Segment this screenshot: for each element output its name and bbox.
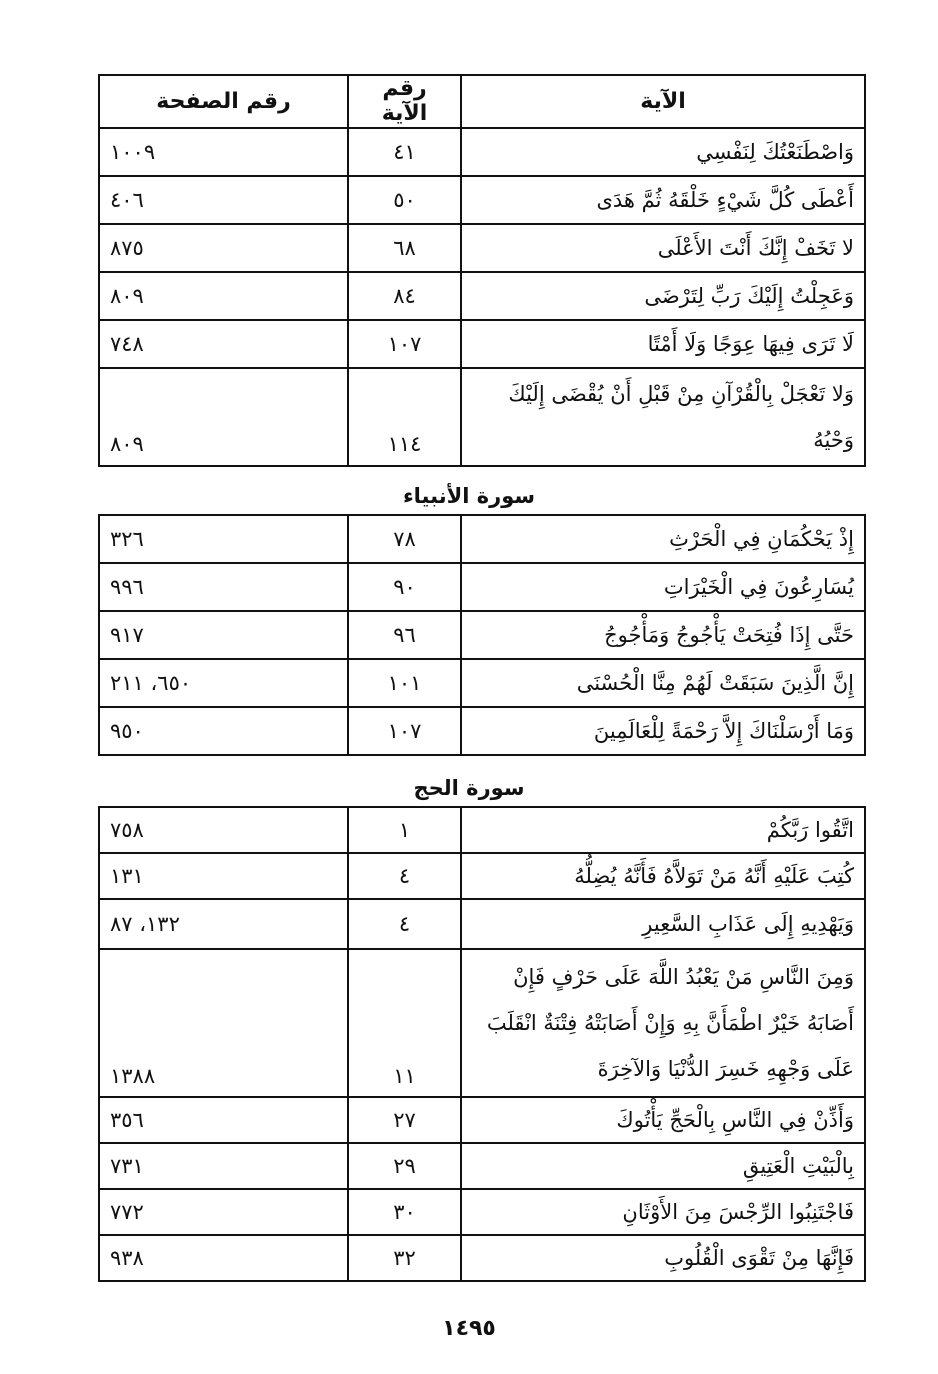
ayah-text: حَتَّى إِذَا فُتِحَتْ يَأْجُوجُ وَمَأْجُوجُ — [461, 611, 865, 659]
ayah-number: ٤ — [348, 899, 461, 949]
ayah-number: ١ — [348, 807, 461, 853]
table-row — [99, 128, 865, 176]
table-row — [99, 224, 865, 272]
page-number: ٧٧٢ — [99, 1189, 348, 1235]
ayah-text: وَعَجِلْتُ إِلَيْكَ رَبِّ لِتَرْضَى — [461, 272, 865, 320]
page-number: ٩٣٨ — [99, 1235, 348, 1281]
page-number: ٩٥٠ — [99, 707, 348, 755]
ayah-number: ٩٦ — [348, 611, 461, 659]
page-number: ١٠٠٩ — [99, 128, 348, 176]
ayah-text: إِنَّ الَّذِينَ سَبَقَتْ لَهُمْ مِنَّا الْحُسْنَى — [461, 659, 865, 707]
index-table-2 — [98, 514, 866, 756]
table-row — [99, 563, 865, 611]
page-number: ٩٩٦ — [99, 563, 348, 611]
table-row — [99, 368, 865, 466]
table-row — [99, 1189, 865, 1235]
ayah-number: ٧٨ — [348, 515, 461, 563]
ayah-number: ١٠٧ — [348, 707, 461, 755]
page-number: ٧٥٨ — [99, 807, 348, 853]
ayah-text: وَمِنَ النَّاسِ مَنْ يَعْبُدُ اللَّهَ عَلَى حَرْفٍ فَإِنْ أَصَابَهُ خَيْرٌ اطْمَأَنَّ بِهِ وَإِنْ أَصَابَتْهُ فِتْنَةٌ انْقَلَبَ عَلَى وَجْهِهِ خَسِرَ الدُّنْيَا وَالآخِرَةَ — [461, 949, 865, 1097]
table-row — [99, 272, 865, 320]
page-number: ٩١٧ — [99, 611, 348, 659]
ayah-text: وَيَهْدِيهِ إِلَى عَذَابِ السَّعِيرِ — [461, 899, 865, 949]
ayah-number: ١٠٧ — [348, 320, 461, 368]
ayah-text: اتَّقُوا رَبَّكُمْ — [461, 807, 865, 853]
ayah-text: وَأَذِّنْ فِي النَّاسِ بِالْحَجِّ يَأْتُوكَ — [461, 1097, 865, 1143]
ayah-number: ٥٠ — [348, 176, 461, 224]
ayah-text: لَا تَرَى فِيهَا عِوَجًا وَلَا أَمْتًا — [461, 320, 865, 368]
ayah-number: ١١ — [348, 949, 461, 1097]
page-number: ٨٠٩ — [99, 272, 348, 320]
ayah-number: ٩٠ — [348, 563, 461, 611]
ayah-number: ٣٠ — [348, 1189, 461, 1235]
ayah-text: لا تَخَفْ إِنَّكَ أَنْتَ الأَعْلَى — [461, 224, 865, 272]
ayah-number: ٣٢ — [348, 1235, 461, 1281]
table-row — [99, 949, 865, 1097]
header-page-number: رقم الصفحة — [99, 75, 348, 128]
header-ayah: الآية — [461, 75, 865, 128]
ayah-text: يُسَارِعُونَ فِي الْخَيْرَاتِ — [461, 563, 865, 611]
header-ayah-number: رقم الآية — [348, 75, 461, 128]
ayah-number: ٦٨ — [348, 224, 461, 272]
ayah-text: كُتِبَ عَلَيْهِ أَنَّهُ مَنْ تَوَلاَّهُ فَأَنَّهُ يُضِلُّهُ — [461, 853, 865, 899]
table-header-row — [99, 75, 865, 128]
table-row — [99, 853, 865, 899]
ayah-number: ١٠١ — [348, 659, 461, 707]
table-row — [99, 176, 865, 224]
ayah-text: وَلا تَعْجَلْ بِالْقُرْآنِ مِنْ قَبْلِ أَنْ يُقْضَى إِلَيْكَ وَحْيُهُ — [461, 368, 865, 466]
table-row — [99, 807, 865, 853]
page-number: ٦٥٠، ٢١١ — [99, 659, 348, 707]
ayah-number: ٢٧ — [348, 1097, 461, 1143]
page-number: ٤٠٦ — [99, 176, 348, 224]
page-number-footer: ١٤٩٥ — [442, 1316, 496, 1341]
index-table-3 — [98, 806, 866, 1282]
table-row — [99, 899, 865, 949]
surah-heading-anbiya: سورة الأنبياء — [402, 484, 536, 508]
table-row — [99, 1143, 865, 1189]
table-row — [99, 1097, 865, 1143]
table-row — [99, 515, 865, 563]
table-row — [99, 659, 865, 707]
table-row — [99, 320, 865, 368]
ayah-number: ٨٤ — [348, 272, 461, 320]
page-number: ١٣٢، ٨٧ — [99, 899, 348, 949]
ayah-text: وَاصْطَنَعْتُكَ لِنَفْسِي — [461, 128, 865, 176]
ayah-text: فَاجْتَنِبُوا الرِّجْسَ مِنَ الأَوْثَانِ — [461, 1189, 865, 1235]
ayah-text: إِذْ يَحْكُمَانِ فِي الْحَرْثِ — [461, 515, 865, 563]
page-number: ٣٢٦ — [99, 515, 348, 563]
ayah-number: ٤١ — [348, 128, 461, 176]
ayah-number: ٤ — [348, 853, 461, 899]
table-row — [99, 611, 865, 659]
ayah-text: أَعْطَى كُلَّ شَيْءٍ خَلْقَهُ ثُمَّ هَدَى — [461, 176, 865, 224]
page-number: ١٣٨٨ — [99, 949, 348, 1097]
ayah-text: بِالْبَيْتِ الْعَتِيقِ — [461, 1143, 865, 1189]
ayah-text: فَإِنَّهَا مِنْ تَقْوَى الْقُلُوبِ — [461, 1235, 865, 1281]
table-row — [99, 1235, 865, 1281]
surah-heading-hajj: سورة الحج — [413, 776, 525, 800]
page-number: ٣٥٦ — [99, 1097, 348, 1143]
ayah-text: وَمَا أَرْسَلْنَاكَ إِلاَّ رَحْمَةً لِلْعَالَمِينَ — [461, 707, 865, 755]
ayah-number: ١١٤ — [348, 368, 461, 466]
index-table-1 — [98, 74, 866, 467]
page-number: ٨٠٩ — [99, 368, 348, 466]
page-number: ١٣١ — [99, 853, 348, 899]
table-row — [99, 707, 865, 755]
ayah-number: ٢٩ — [348, 1143, 461, 1189]
page-number: ٧٣١ — [99, 1143, 348, 1189]
page-number: ٧٤٨ — [99, 320, 348, 368]
page-number: ٨٧٥ — [99, 224, 348, 272]
